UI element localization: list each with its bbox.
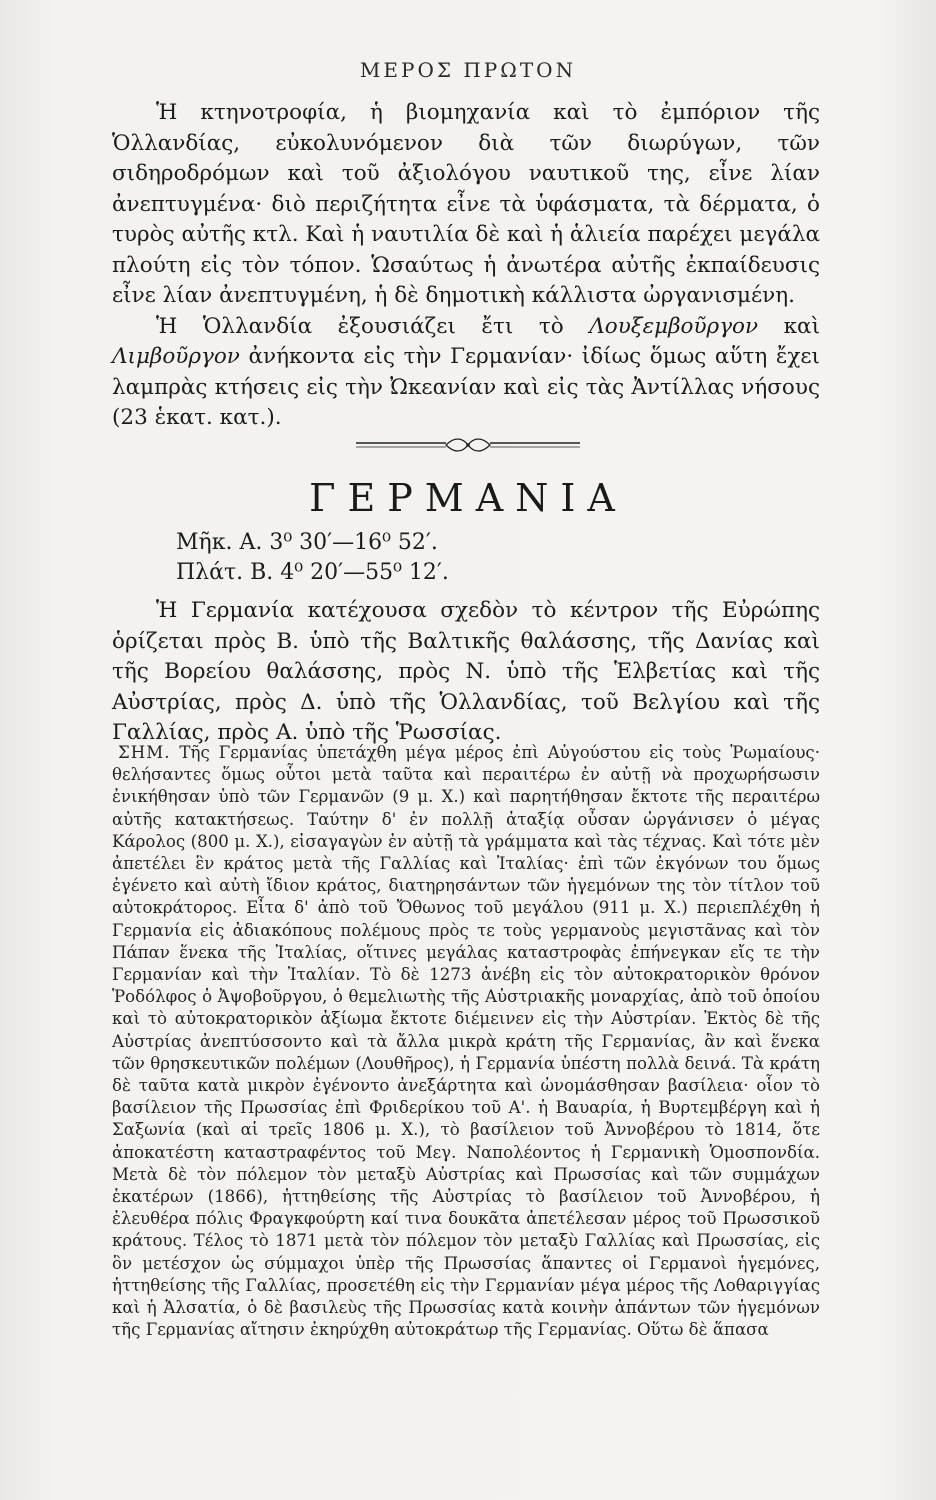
- intro-paragraph-2-text-a: Ἡ Ὁλλανδία ἐξουσιάζει ἔτι τὸ: [156, 313, 590, 339]
- ornament-divider: [0, 434, 936, 460]
- note-text: Τῆς Γερμανίας ὑπετάχθη μέγα μέρος ἐπὶ Αὐγούστου εἰς τοὺς Ῥωμαίους· θελήσαντες ὅμως οὗτοι μετὰ ταῦτα καὶ περαιτέρω ἐν αὐτῇ νὰ προχωρήσωσιν ἐνικήθησαν ὑπὸ τῶν Γερμανῶν (9 μ. Χ.) καὶ παρητήθησαν ἔκτοτε τῆς περαιτέρω αὐτῆς κατακτήσεως. Ταύτην δ' ἐν πολλῇ ἀταξίᾳ οὖσαν ὠργάνισεν ὁ μέγας Κάρολος (800 μ. Χ.), εἰσαγαγὼν ἐν αὐτῇ τὰ γράμματα καὶ τὰς τέχνας. Καὶ τότε μὲν ἀπετέλει ἓν κράτος μετὰ τῆς Γαλλίας καὶ Ἰταλίας· ἐπὶ τῶν ἐκγόνων του ὅμως ἐγένετο καὶ αὐτὴ ἴδιον κράτος, διατηρησάντων τῶν ἡγεμόνων της τὸν τίτλον τοῦ αὐτοκράτορος. Εἶτα δ' ἀπὸ τοῦ Ὄθωνος τοῦ μεγάλου (911 μ. Χ.) περιεπλέχθη ἡ Γερμανία εἰς ἀδιακόπους πολέμους πρὸς τε τοὺς γερμανοὺς μεγιστᾶνας καὶ τὸν Πάπαν ἕνεκα τῆς Ἰταλίας, οἵτινες μεγάλας καταστροφὰς ἐπήνεγκαν εἴς τε τὴν Γερμανίαν καὶ τὴν Ἰταλίαν. Τὸ δὲ 1273 ἀνέβη εἰς τὸν αὐτοκρατορικὸν θρόνον Ῥοδόλφος ὁ Ἀψοβοῦργου, ὁ θεμελιωτὴς τῆς Αὐστριακῆς μοναρχίας, ἀπὸ τοῦ ὁποίου καὶ τὸ αὐτοκρατορικὸν ἀξίωμα ἔκτοτε διέμεινεν εἰς τὴν Αὐστρίαν. Ἐκτὸς δὲ τῆς Αὐστρίας ἀνεπτύσσοντο καὶ τὰ ἄλλα μικρὰ κράτη τῆς Γερμανίας, ἂν καὶ ἕνεκα τῶν θρησκευτικῶν πολέμων (Λουθῆρος), ἡ Γερμανία ὑπέστη πολλὰ δεινά. Τὰ κράτη δὲ ταῦτα κατὰ μικρὸν ἐγένοντο ἀνεξάρτητα καὶ ὠνομάσθησαν βασίλεια· οἷον τὸ βασίλειον τῆς Πρωσσίας ἐπὶ Φριδερίκου τοῦ Α'. ἡ Βαυαρία, ἡ Βυρτεμβέργη καὶ ἡ Σαξωνία (καὶ αἱ τρεῖς 1806 μ. Χ.), τὸ βασίλειον τοῦ Ἀννοβέρου τὸ 1814, ὅτε ἀποκατέστη καταστραφέντος τοῦ Μεγ. Ναπολέοντος ἡ Γερμανικὴ Ὁμοσπονδία. Μετὰ δὲ τὸν πόλεμον τὸν μεταξὺ Αὐστρίας καὶ Πρωσσίας καὶ τῶν συμμάχων ἑκατέρων (1866), ἡττηθείσης τῆς Αὐστρίας τὸ βασίλειον τοῦ Ἀννοβέρου, ἡ ἐλευθέρα πόλις Φραγκφούρτη καί τινα δουκᾶτα ἀπετέλεσαν μέρος τοῦ Πρωσσικοῦ κράτους. Τέλος τὸ 1871 μετὰ τὸν πόλεμον τὸν μεταξὺ Γαλλίας καὶ Πρωσσίας, εἰς ὃν μετέσχον ὡς σύμμαχοι ὑπὲρ τῆς Πρωσσίας ἅπαντες οἱ Γερμανοὶ ἡγεμόνες, ἡττηθείσης τῆς Γαλλίας, προσετέθη εἰς τὴν Γερμανίαν μέγα μέρος τῆς Λοθαριγγίας καὶ ἡ Ἀλσατία, ὁ δὲ βασιλεὺς τῆς Πρωσσίας κατὰ κοινὴν ἁπάντων τῶν ἡγεμόνων τῆς Γερμανίας αἴτησιν ἐκηρύχθη αὐτοκράτωρ τῆς Γερμανίας. Οὕτω δὲ ἅπασα: [112, 743, 820, 1340]
- divider-flourish-icon: [348, 434, 588, 456]
- borders-section: [112, 596, 820, 749]
- intro-paragraph-2-text-c: ἀνήκοντα εἰς τὴν Γερμανίαν· ἰδίως ὅμως αὕτη ἔχει λαμπρὰς κτήσεις εἰς τὴν Ὠκεανίαν καὶ εἰς τὰς Ἀντίλλας νήσους (23 ἑκατ. κατ.).: [112, 344, 820, 430]
- note-label: ΣΗΜ.: [118, 743, 171, 762]
- intro-section: [112, 98, 820, 434]
- longitude-line: Μῆκ. Α. 3⁰ 30′—16⁰ 52′.: [176, 530, 438, 555]
- place-name-luxembourg: Λουξεμβοῦργον: [589, 313, 759, 339]
- note-section: [112, 742, 820, 1341]
- intro-paragraph-2-text-b: καὶ: [758, 313, 820, 339]
- place-name-limburg: Λιμβοῦργον: [112, 344, 240, 369]
- latitude-line: Πλάτ. Β. 4⁰ 20′—55⁰ 12′.: [176, 560, 449, 585]
- running-head: ΜΕΡΟΣ ΠΡΩΤΟΝ: [359, 58, 577, 82]
- coordinates-block: [176, 528, 449, 588]
- borders-paragraph: Ἡ Γερμανία κατέχουσα σχεδὸν τὸ κέντρον τῆς Εὐρώπης ὁρίζεται πρὸς Β. ὑπὸ τῆς Βαλτικῆς θαλάσσης, τῆς Δανίας καὶ τῆς Βορείου θαλάσσης, πρὸς Ν. ὑπὸ τῆς Ἑλβετίας καὶ τῆς Αὐστρίας, πρὸς Δ. ὑπὸ τῆς Ὁλλανδίας, τοῦ Βελγίου καὶ τῆς Γαλλίας, πρὸς Α. ὑπὸ τῆς Ῥωσσίας.: [112, 598, 820, 745]
- intro-paragraph-2: [112, 312, 820, 434]
- chapter-title: ΓΕΡΜΑΝΙΑ: [309, 476, 627, 520]
- intro-paragraph-1: Ἡ κτηνοτροφία, ἡ βιομηχανία καὶ τὸ ἐμπόριον τῆς Ὁλλανδίας, εὐκολυνόμενον διὰ τῶν διωρύγων, τῶν σιδηροδρόμων καὶ τοῦ ἀξιολόγου ναυτικοῦ της, εἶνε λίαν ἀνεπτυγμένα· διὸ περιζήτητα εἶνε τὰ ὑφάσματα, τὰ δέρματα, ὁ τυρὸς αὐτῆς κτλ. Καὶ ἡ ναυτιλία δὲ καὶ ἡ ἁλιεία παρέχει μεγάλα πλούτη εἰς τὸν τόπον. Ὡσαύτως ἡ ἀνωτέρα αὐτῆς ἐκπαίδευσις εἶνε λίαν ἀνεπτυγμένη, ἡ δὲ δημοτικὴ κάλλιστα ὠργανισμένη.: [112, 100, 820, 308]
- historical-note: [112, 742, 820, 1341]
